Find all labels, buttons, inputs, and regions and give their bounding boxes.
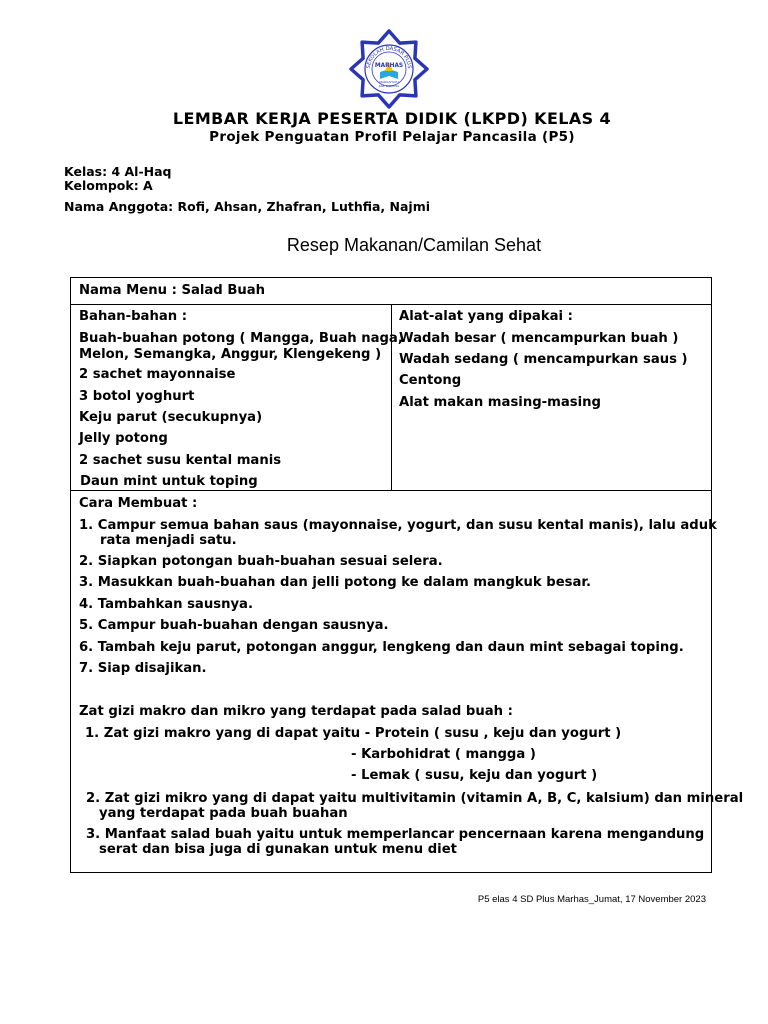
school-logo (349, 29, 429, 109)
bahan-line: Keju parut (secukupnya) (79, 410, 263, 425)
bahan-line: 3 botol yoghurt (79, 389, 195, 404)
cara-title: Cara Membuat : (79, 496, 198, 511)
gizi-line: serat dan bisa juga di gunakan untuk menu diet (99, 842, 457, 857)
logo-sub-text: KAB. BANDUNG (378, 85, 400, 88)
alat-line: Alat makan masing-masing (399, 395, 601, 410)
cara-step: 6. Tambah keju parut, potongan anggur, lengkeng dan daun mint sebagai toping. (79, 640, 684, 655)
gizi-line: 2. Zat gizi mikro yang di dapat yaitu multivitamin (vitamin A, B, C, kalsium) dan mineral (86, 791, 744, 806)
cara-step: 5. Campur buah-buahan dengan sausnya. (79, 618, 389, 633)
gizi-title: Zat gizi makro dan mikro yang terdapat pada salad buah : (79, 704, 513, 719)
info-anggota: Nama Anggota: Rofi, Ahsan, Zhafran, Luthfia, Najmi (64, 199, 431, 214)
bahan-line: 2 sachet mayonnaise (79, 367, 236, 382)
logo-bottom-text: MARGAHAYU (379, 80, 399, 84)
section-heading: Resep Makanan/Camilan Sehat (286, 235, 542, 255)
row-menu (71, 278, 711, 305)
logo-arc-text: SEKOLAH DASAR PLUS (365, 45, 413, 69)
alat-line: Wadah sedang ( mencampurkan saus ) (399, 352, 688, 367)
bahan-line: Melon, Semangka, Anggur, Klengekeng ) (79, 347, 382, 362)
alat-line: Wadah besar ( mencampurkan buah ) (399, 331, 679, 346)
cara-step: 3. Masukkan buah-buahan dan jelli potong ke dalam mangkuk besar. (79, 575, 592, 590)
alat-line: Centong (399, 373, 462, 388)
cara-step: 2. Siapkan potongan buah-buahan sesuai selera. (79, 554, 443, 569)
gizi-line: - Karbohidrat ( mangga ) (351, 747, 536, 762)
cara-step: 1. Campur semua bahan saus (mayonnaise, yogurt, dan susu kental manis), lalu aduk (79, 518, 717, 533)
cara-step: 4. Tambahkan sausnya. (79, 597, 253, 612)
bahan-line: Buah-buahan potong ( Mangga, Buah naga, (79, 331, 403, 346)
page-subtitle: Projek Penguatan Profil Pelajar Pancasila (P5) (209, 129, 575, 145)
bahan-line: 2 sachet susu kental manis (79, 453, 282, 468)
gizi-line: yang terdapat pada buah buahan (99, 806, 348, 821)
page-footer: P5 elas 4 SD Plus Marhas_Jumat, 17 November 2023 (477, 894, 706, 905)
gizi-line: 1. Zat gizi makro yang di dapat yaitu - Protein ( susu , keju dan yogurt ) (85, 726, 622, 741)
bahan-title: Bahan-bahan : (79, 309, 187, 324)
cara-step: 7. Siap disajikan. (79, 661, 207, 676)
menu-name: Nama Menu : Salad Buah (79, 283, 266, 298)
recipe-table (70, 277, 744, 873)
info-kelompok: Kelompok: A (64, 178, 153, 193)
bahan-line: Jelly potong (79, 431, 168, 446)
bahan-line: Daun mint untuk toping (80, 474, 258, 489)
row-ingredients-tools (71, 304, 711, 491)
alat-title: Alat-alat yang dipakai : (399, 309, 573, 324)
gizi-line: - Lemak ( susu, keju dan yogurt ) (351, 768, 598, 783)
info-kelas: Kelas: 4 Al-Haq (64, 164, 172, 179)
logo-name: MARHAS (374, 63, 404, 69)
page-title: LEMBAR KERJA PESERTA DIDIK (LKPD) KELAS 4 (172, 109, 612, 128)
gizi-line: 3. Manfaat salad buah yaitu untuk memperlancar pencernaan karena mengandung (86, 827, 705, 842)
cara-step: rata menjadi satu. (100, 533, 237, 548)
